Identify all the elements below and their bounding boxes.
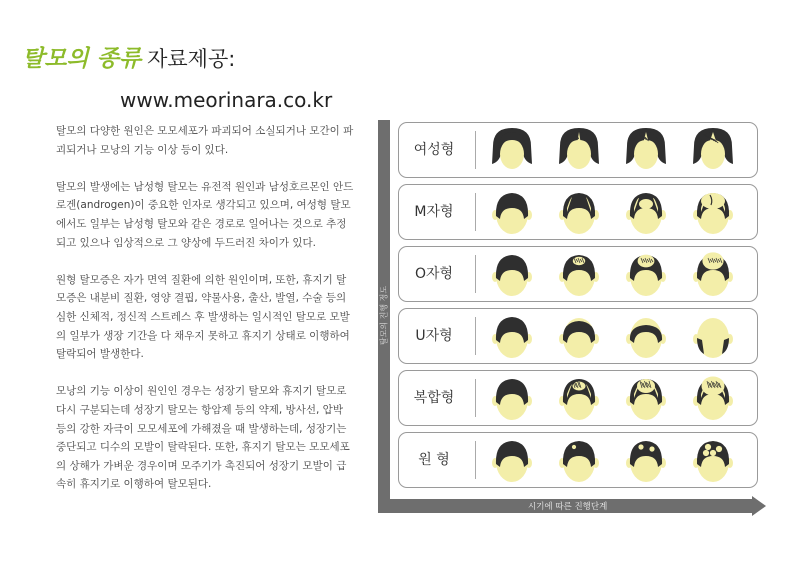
title-hair-loss-types: 탈모의 종류 <box>22 45 142 72</box>
head-illustration-icon <box>485 310 539 362</box>
x-axis <box>378 499 752 513</box>
head-illustration-icon <box>552 434 606 486</box>
stage-illustrations <box>485 372 755 424</box>
row-divider <box>475 379 476 417</box>
title-source: 자료제공: <box>147 47 236 71</box>
head-illustration-icon <box>552 186 606 238</box>
head-illustration-icon <box>686 248 740 300</box>
head-illustration-icon <box>552 248 606 300</box>
paragraph: 모낭의 기능 이상이 원인인 경우는 성장기 탈모와 휴지기 탈모로 다시 구분되는데 성장기 탈모는 항암제 등의 약제, 방사선, 압박 등의 강한 자극이 모모세포에 가해졌을 때 발생하는데, 성장기는 중단되고 디수의 모발이 탈락된다. 또한, 휴지기 탈모는 모모세포의 상해가 가벼운 경우이며 모주기가 촉진되어 성장기 모발이 급속히 휴지기로 이행하여 탈모된다. <box>56 385 350 491</box>
head-illustration-icon <box>619 372 673 424</box>
head-illustration-icon <box>552 124 606 176</box>
row-divider <box>475 255 476 293</box>
pattern-row <box>398 370 758 426</box>
y-axis-label: 탈모의 진행 정도 <box>379 285 389 346</box>
x-axis-arrow-icon <box>752 496 766 516</box>
head-illustration-icon <box>552 310 606 362</box>
row-divider <box>475 317 476 355</box>
head-illustration-icon <box>485 372 539 424</box>
hair-loss-chart <box>378 120 768 515</box>
paragraph: 탈모의 발생에는 남성형 탈모는 유전적 원인과 남성호르몬인 안드로겐(androgen)이 중요한 인자로 생각되고 있으며, 여성형 탈모에서도 일부는 남성형 탈모와 같은 경로로 일어나는 것으로 추정되고 있으나 임상적으로 그 양상에 두드러진 차이가 있다. <box>56 180 354 249</box>
stage-illustrations <box>485 310 755 362</box>
stage-illustrations <box>485 186 755 238</box>
head-illustration-icon <box>485 248 539 300</box>
pattern-row <box>398 432 758 488</box>
y-axis <box>378 120 390 510</box>
head-illustration-icon <box>485 124 539 176</box>
stage-illustrations <box>485 434 755 486</box>
pattern-row <box>398 184 758 240</box>
head-illustration-icon <box>619 124 673 176</box>
head-illustration-icon <box>485 434 539 486</box>
pattern-label: O자형 <box>414 266 454 282</box>
head-illustration-icon <box>686 434 740 486</box>
stage-illustrations <box>485 124 755 176</box>
pattern-row <box>398 246 758 302</box>
row-divider <box>475 131 476 169</box>
row-divider <box>475 193 476 231</box>
paragraph: 원형 탈모증은 자가 면역 질환에 의한 원인이며, 또한, 휴지기 탈모증은 내분비 질환, 영양 결핍, 약물사용, 출산, 발열, 수술 등의 심한 신체적, 정신적 스트레스 후 발생하는 일시적인 탈모로 모발의 일부가 생장 기간을 다 채우지 못하고 휴지기 상태로 이행하여 탈락되어 발생한다. <box>56 273 350 361</box>
head-illustration-icon <box>619 310 673 362</box>
pattern-row <box>398 122 758 178</box>
pattern-label: 여성형 <box>413 142 455 158</box>
pattern-row <box>398 308 758 364</box>
head-illustration-icon <box>686 310 740 362</box>
head-illustration-icon <box>619 248 673 300</box>
head-illustration-icon <box>686 186 740 238</box>
pattern-label: 원 형 <box>418 452 450 468</box>
pattern-label: U자형 <box>415 328 453 344</box>
head-illustration-icon <box>686 124 740 176</box>
head-illustration-icon <box>619 186 673 238</box>
page-header <box>22 40 235 74</box>
pattern-label: 복합형 <box>413 390 455 406</box>
source-url: www.meorinara.co.kr <box>120 88 333 112</box>
stage-illustrations <box>485 248 755 300</box>
row-divider <box>475 441 476 479</box>
head-illustration-icon <box>686 372 740 424</box>
head-illustration-icon <box>619 434 673 486</box>
article-body <box>56 122 356 512</box>
x-axis-label: 시기에 따른 진행단계 <box>528 502 608 512</box>
pattern-label: M자형 <box>414 204 454 220</box>
head-illustration-icon <box>552 372 606 424</box>
head-illustration-icon <box>485 186 539 238</box>
paragraph: 탈모의 다양한 원인은 모모세포가 파괴되어 소실되거나 모간이 파괴되거나 모낭의 기능 이상 등이 있다. <box>56 125 354 156</box>
